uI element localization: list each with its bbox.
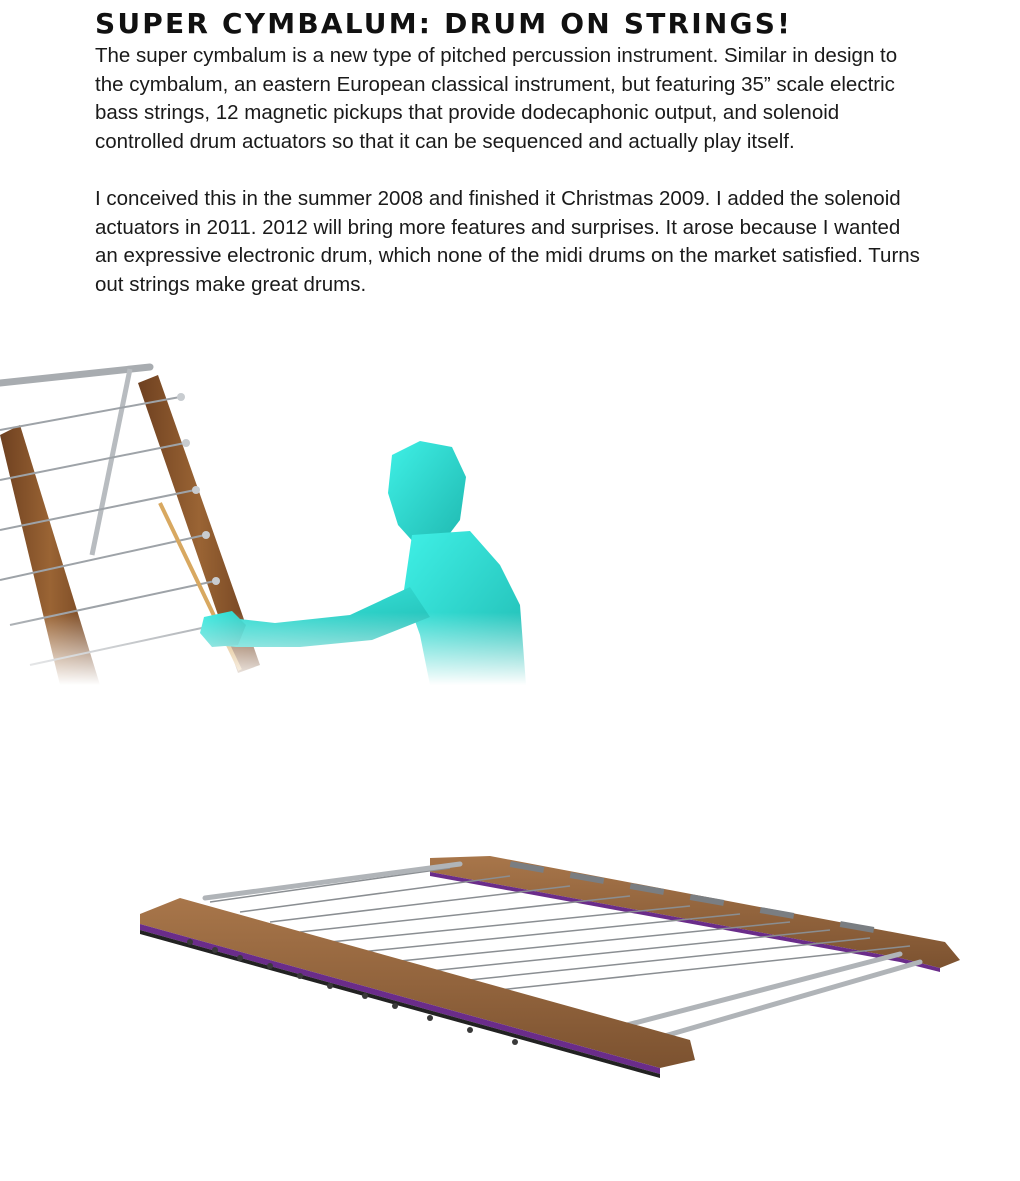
front-wood-rail bbox=[140, 898, 695, 1078]
history-paragraph: I conceived this in the summer 2008 and finished it Christmas 2009. I added the solenoid actuators in 2011. 2012 will bring more features and surprises. It arose because I wanted an expressive electronic drum, which none of the midi drums on the market satisfied. Turns out strings make great drums. bbox=[95, 187, 920, 296]
page-title: SUPER CYMBALUM: DRUM ON STRINGS! bbox=[95, 7, 793, 40]
cymbalum-frame-image bbox=[130, 850, 970, 1080]
back-wood-rail bbox=[430, 856, 960, 972]
player-rendering-image bbox=[0, 355, 540, 685]
intro-paragraph: The super cymbalum is a new type of pitched percussion instrument. Similar in design to the cymbalum, an eastern European classical instrument, but featuring 35” scale electric bass strings, 12 magnetic pickups that provide dodecaphonic output, and solenoid controlled drum actuators so that it can be sequenced and actually play itself. bbox=[95, 44, 898, 153]
